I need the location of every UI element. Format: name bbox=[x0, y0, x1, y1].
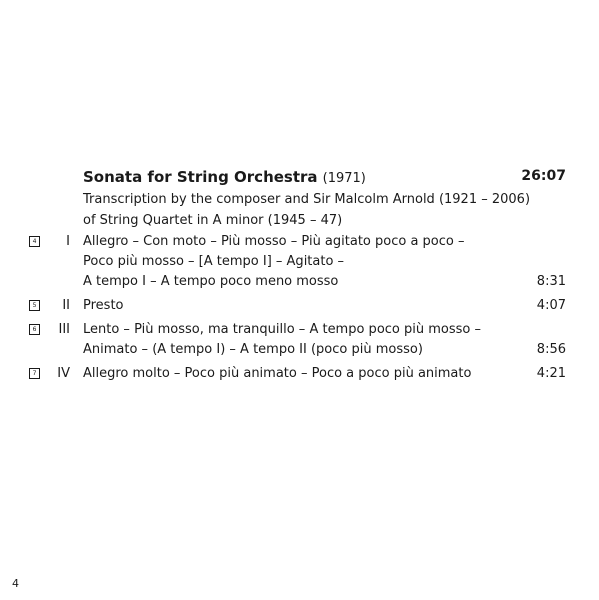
track-number-box: 7 bbox=[29, 368, 40, 379]
movement-number: II bbox=[62, 298, 70, 313]
track-time: 8:56 bbox=[536, 342, 566, 357]
work-title-line bbox=[83, 167, 566, 189]
track-time: 8:31 bbox=[536, 274, 566, 289]
work-subtitle-line-2: of String Quartet in A minor (1945 – 47) bbox=[83, 213, 343, 228]
movement-title-line: Allegro – Con moto – Più mosso – Più agitato poco a poco – bbox=[83, 234, 465, 249]
work-subtitle-line-1: Transcription by the composer and Sir Malcolm Arnold (1921 – 2006) bbox=[83, 192, 531, 207]
work-year: (1971) bbox=[322, 171, 366, 186]
movement-title-line: Lento – Più mosso, ma tranquillo – A tempo poco più mosso – bbox=[83, 322, 481, 337]
track-time: 4:21 bbox=[536, 366, 566, 381]
track-time: 4:07 bbox=[536, 298, 566, 313]
work-title: Sonata for String Orchestra bbox=[83, 168, 318, 186]
track-number-box: 5 bbox=[29, 300, 40, 311]
movement-title-line: Animato – (A tempo I) – A tempo II (poco più mosso) bbox=[83, 342, 423, 357]
page-number: 4 bbox=[12, 577, 19, 590]
movement-title-line: Presto bbox=[83, 298, 124, 313]
movement-number: I bbox=[66, 234, 70, 249]
movement-number: III bbox=[58, 322, 70, 337]
movement-title-line: Allegro molto – Poco più animato – Poco a poco più animato bbox=[83, 366, 472, 381]
work-header bbox=[83, 167, 566, 231]
movement-number: IV bbox=[57, 366, 70, 381]
movement-title-line: A tempo I – A tempo poco meno mosso bbox=[83, 274, 339, 289]
movement-title-line: Poco più mosso – [A tempo I] – Agitato – bbox=[83, 254, 345, 269]
work-duration: 26:07 bbox=[521, 168, 566, 184]
track-number-box: 4 bbox=[29, 236, 40, 247]
track-number-box: 6 bbox=[29, 324, 40, 335]
